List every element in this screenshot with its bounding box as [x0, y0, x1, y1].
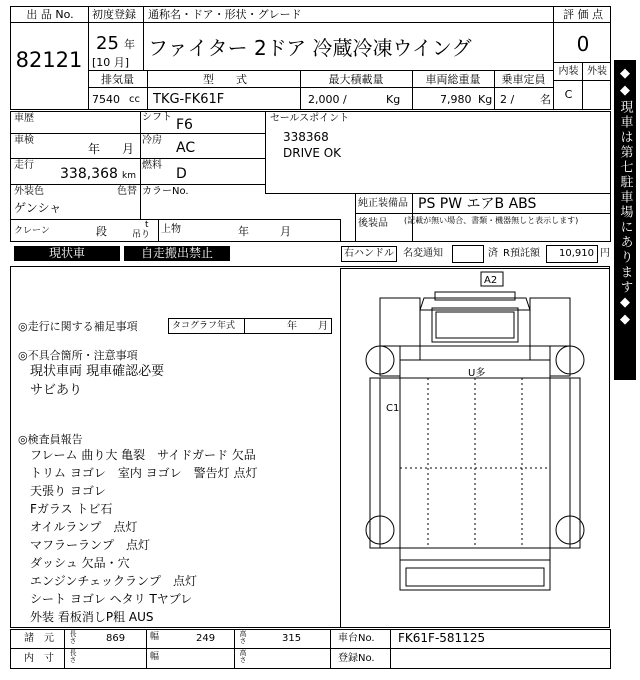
no-self-drive-badge: 自走搬出禁止	[124, 246, 230, 261]
truck-diagram	[340, 268, 610, 628]
fuel-value: D	[176, 166, 187, 182]
inspector-line-6: マフラーランプ 点灯	[30, 538, 151, 552]
retrofit-label: 後装品	[358, 218, 388, 229]
height-label: 高さ	[239, 630, 247, 644]
mileage-value: 338,368	[60, 166, 118, 182]
grade-label: 評 価 点	[563, 8, 603, 21]
load-unit: Kg	[386, 93, 401, 106]
chassis-value: FK61F-581125	[398, 631, 486, 645]
gross-value: 7,980	[440, 93, 472, 106]
recycle-unit: 円	[600, 248, 610, 259]
parking-notice	[614, 60, 636, 380]
model-label: 型 式	[203, 73, 247, 86]
equip-value: PS PW エアB ABS	[418, 196, 537, 212]
tacho-month: 月	[318, 321, 328, 332]
shift-value: F6	[176, 117, 193, 133]
defect-line-2: サビあり	[30, 383, 83, 398]
inner-height-label: 高さ	[239, 649, 247, 663]
current-car-badge: 現状車	[14, 246, 120, 261]
history-label: 車歴	[14, 113, 34, 124]
interior-value: C	[564, 88, 573, 101]
tacho-label: タコグラフ年式	[172, 321, 236, 331]
sales-line-1: 338368	[283, 130, 329, 144]
right-hand-label: 右ハンドル	[341, 246, 397, 262]
mileage-unit: km	[122, 171, 136, 181]
aircon-value: AC	[176, 140, 196, 156]
grade-value: 0	[576, 32, 590, 56]
inspector-label: ◎検査員報告	[18, 433, 83, 446]
inspection-label: 車検	[14, 135, 34, 146]
bottom-frame	[10, 629, 611, 669]
reg-month: [10 月]	[92, 56, 130, 69]
model-value: TKG-FK61F	[153, 92, 225, 107]
gross-label: 車両総重量	[425, 73, 481, 86]
name-change-box	[452, 245, 484, 263]
inspection-year: 年	[88, 142, 101, 156]
exterior-color-label: 外装色	[14, 186, 44, 197]
displacement-value: 7540	[92, 93, 120, 106]
width-value: 249	[196, 633, 216, 644]
crane-label: クレーン	[14, 226, 50, 236]
inner-width-label: 幅	[150, 652, 160, 662]
inspector-line-1: フレーム 曲り大 亀裂 サイドガード 欠品	[30, 448, 256, 462]
reg-no-label: 登録No.	[338, 653, 375, 664]
exterior-label: 外装	[587, 66, 607, 77]
recycle-label: 済	[488, 248, 498, 259]
parking-notice-text: ◆◆現車は第七駐車場にあります◆◆	[617, 66, 633, 329]
inspector-line-2: トリム ヨゴレ 室内 ヨゴレ 警告灯 点灯	[30, 466, 258, 480]
displacement-unit: cc	[129, 94, 140, 105]
tacho-year: 年	[287, 321, 297, 332]
reg-year: 25	[96, 33, 119, 54]
name-label: 通称名・ドア・形状・グレード	[148, 8, 302, 21]
upper-label: 上物	[161, 224, 181, 235]
shift-label: シフト	[142, 112, 172, 123]
inspector-line-8: エンジンチェックランプ 点灯	[30, 574, 198, 588]
lot-label: 出 品 No.	[26, 8, 74, 21]
crane-hook: 吊り	[132, 230, 151, 240]
aircon-label: 冷房	[142, 135, 162, 146]
capacity-label: 乗車定員	[501, 73, 546, 86]
car-name: ファイター 2ドア 冷蔵冷凍ウイング	[148, 36, 472, 60]
defect-label: ◎不具合箇所・注意事項	[18, 349, 138, 362]
inspector-line-5: オイルランプ 点灯	[30, 520, 138, 534]
inspector-line-7: ダッシュ 欠品・穴	[30, 556, 130, 570]
inspector-line-10: 外装 看板消しP粗 AUS	[30, 610, 154, 624]
exterior-color-value: ゲンシャ	[14, 201, 62, 215]
recycle-fee: 10,910	[546, 245, 598, 263]
inspection-month: 月	[122, 142, 135, 156]
width-label: 幅	[150, 632, 160, 642]
displacement-label: 排気量	[101, 73, 134, 86]
defect-line-1: 現状車両 現車確認必要	[30, 364, 165, 379]
mark-a2: A2	[484, 275, 498, 286]
sales-label: セールスポイント	[270, 113, 350, 124]
sales-line-2: DRIVE OK	[283, 146, 342, 160]
gross-unit: Kg	[478, 93, 493, 106]
upper-month: 月	[280, 225, 291, 238]
capacity-unit: 名	[540, 93, 551, 106]
name-change-label: 名変通知	[403, 248, 443, 259]
color-code-label: カラーNo.	[142, 186, 189, 197]
load-value: 2,000 /	[308, 93, 347, 106]
upper-year: 年	[238, 225, 249, 238]
inspector-line-9: シート ヨゴレ ヘタリ Tヤブレ	[30, 592, 193, 606]
dim-label: 諸 元	[24, 633, 54, 644]
retrofit-note: (記載が無い場合、書類・機器無しと表示します)	[404, 216, 579, 225]
mileage-label: 走行	[14, 160, 34, 171]
mark-u-many: U多	[468, 368, 486, 379]
color-no-label: 色替	[117, 186, 137, 197]
inspector-line-4: Fガラス トビ石	[30, 502, 113, 516]
recycle-fee-label: R預託額	[503, 248, 540, 259]
crane-t: t	[145, 220, 149, 230]
capacity-value: 2 /	[500, 93, 515, 106]
fuel-label: 燃料	[142, 160, 162, 171]
reg-year-unit: 年	[124, 38, 135, 51]
reg-label: 初度登録	[92, 8, 136, 21]
driving-label: ◎走行に関する補足事項	[18, 320, 138, 333]
length-value: 869	[106, 633, 126, 644]
length-label: 長さ	[69, 630, 77, 644]
lot-number: 82121	[15, 48, 83, 72]
crane-stage: 段	[96, 225, 107, 238]
mark-c1: C1	[386, 403, 400, 414]
inspector-line-3: 天張り ヨゴレ	[30, 484, 106, 498]
height-value: 315	[282, 633, 302, 644]
inner-length-label: 長さ	[69, 649, 77, 663]
interior-label: 内装	[558, 66, 579, 77]
chassis-label: 車台No.	[338, 633, 375, 644]
equip-label: 純正装備品	[358, 198, 408, 209]
inner-label: 内 寸	[24, 653, 54, 664]
load-label: 最大積載量	[328, 73, 384, 86]
